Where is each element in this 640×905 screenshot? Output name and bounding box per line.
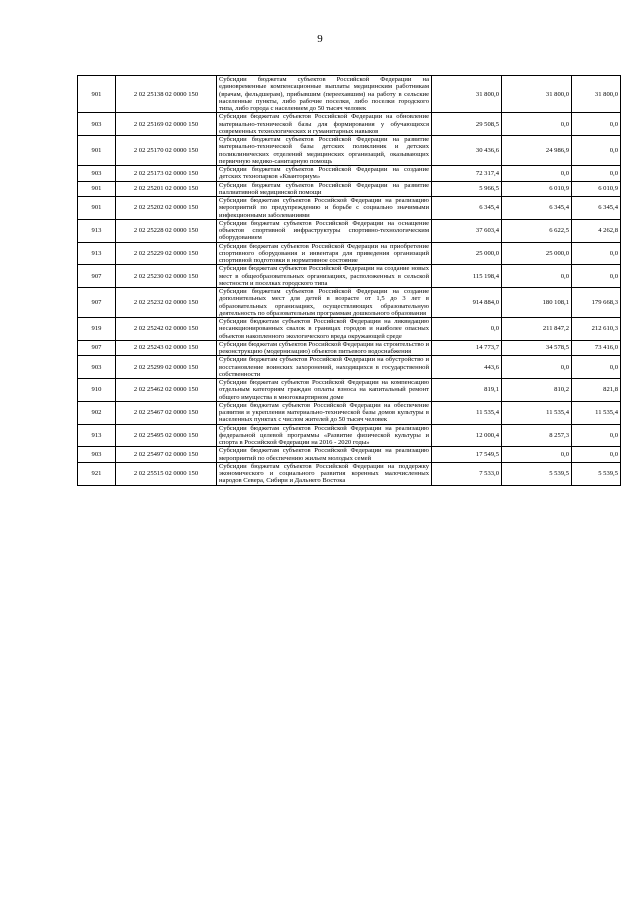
table-row [78,356,621,379]
table-body [78,76,621,486]
admin-code-cell: 913 [78,424,116,447]
amount-year-2-cell: 810,2 [502,379,572,402]
table-row [78,424,621,447]
amount-year-1-cell: 11 535,4 [432,401,502,424]
amount-year-3-cell: 73 416,0 [572,340,621,356]
amount-year-1-cell: 6 345,4 [432,197,502,220]
amount-year-1-cell: 115 198,4 [432,265,502,288]
amount-year-2-cell: 25 000,0 [502,242,572,265]
table-row [78,318,621,341]
amount-year-2-cell: 0,0 [502,166,572,182]
budget-revenue-table [77,75,621,486]
table-row [78,401,621,424]
amount-year-3-cell: 0,0 [572,136,621,166]
amount-year-1-cell: 29 508,5 [432,113,502,136]
revenue-name-cell: Субсидии бюджетам субъектов Российской Федерации на компенсацию отдельным категориям граждан оплаты взноса на капитальный ремонт общего имущества в многоквартирном доме [217,379,432,402]
amount-year-2-cell: 11 535,4 [502,401,572,424]
budget-code-cell: 2 02 25242 02 0000 150 [116,318,217,341]
revenue-name-cell: Субсидии бюджетам субъектов Российской Федерации на развитие материально-технической базы детских поликлиник и детских поликлинических отделений медицинских организаций, оказывающих первичную медико-санитарную помощь [217,136,432,166]
amount-year-2-cell: 8 257,3 [502,424,572,447]
revenue-name-cell: Субсидии бюджетам субъектов Российской Федерации на реализацию мероприятий по обеспечению жильем молодых семей [217,447,432,463]
revenue-name-cell: Субсидии бюджетам субъектов Российской Федерации на создание детских технопарков «Кванториум» [217,166,432,182]
budget-code-cell: 2 02 25170 02 0000 150 [116,136,217,166]
admin-code-cell: 907 [78,265,116,288]
amount-year-2-cell: 6 345,4 [502,197,572,220]
admin-code-cell: 919 [78,318,116,341]
amount-year-2-cell: 211 847,2 [502,318,572,341]
admin-code-cell: 901 [78,197,116,220]
amount-year-1-cell: 0,0 [432,318,502,341]
amount-year-2-cell: 0,0 [502,265,572,288]
amount-year-1-cell: 37 603,4 [432,219,502,242]
table-row [78,447,621,463]
amount-year-2-cell: 34 578,5 [502,340,572,356]
table-row [78,166,621,182]
page-number: 9 [317,33,323,45]
table-row [78,219,621,242]
table-row [78,462,621,485]
budget-code-cell: 2 02 25228 02 0000 150 [116,219,217,242]
admin-code-cell: 913 [78,242,116,265]
amount-year-3-cell: 6 010,9 [572,181,621,197]
budget-code-cell: 2 02 25515 02 0000 150 [116,462,217,485]
table-row [78,113,621,136]
budget-code-cell: 2 02 25467 02 0000 150 [116,401,217,424]
amount-year-1-cell: 7 533,0 [432,462,502,485]
revenue-name-cell: Субсидии бюджетам субъектов Российской Федерации на строительство и реконструкцию (модернизацию) объектов питьевого водоснабжения [217,340,432,356]
admin-code-cell: 921 [78,462,116,485]
budget-code-cell: 2 02 25462 02 0000 150 [116,379,217,402]
amount-year-2-cell: 6 010,9 [502,181,572,197]
amount-year-3-cell: 821,8 [572,379,621,402]
amount-year-1-cell: 17 549,5 [432,447,502,463]
admin-code-cell: 907 [78,340,116,356]
revenue-name-cell: Субсидии бюджетам субъектов Российской Федерации на обустройство и восстановление воинских захоронений, находящихся в государственной собственности [217,356,432,379]
revenue-name-cell: Субсидии бюджетам субъектов Российской Федерации на единовременные компенсационные выплаты медицинским работникам (врачам, фельдшерам), прибывшим (переехавшим) на работу в сельские населенные пункты, либо рабочие поселки, либо поселки городского типа, либо города с населением до 50 тысяч человек [217,76,432,113]
amount-year-3-cell: 0,0 [572,265,621,288]
revenue-name-cell: Субсидии бюджетам субъектов Российской Федерации на приобретение спортивного оборудования и инвентаря для приведения организаций спортивной подготовки в нормативное состояние [217,242,432,265]
amount-year-2-cell: 5 539,5 [502,462,572,485]
amount-year-2-cell: 0,0 [502,356,572,379]
budget-code-cell: 2 02 25229 02 0000 150 [116,242,217,265]
amount-year-3-cell: 11 535,4 [572,401,621,424]
budget-code-cell: 2 02 25232 02 0000 150 [116,288,217,318]
budget-code-cell: 2 02 25202 02 0000 150 [116,197,217,220]
revenue-name-cell: Субсидии бюджетам субъектов Российской Федерации на развитие паллиативной медицинской помощи [217,181,432,197]
amount-year-1-cell: 914 884,0 [432,288,502,318]
budget-code-cell: 2 02 25299 02 0000 150 [116,356,217,379]
admin-code-cell: 901 [78,181,116,197]
amount-year-1-cell: 12 000,4 [432,424,502,447]
amount-year-3-cell: 6 345,4 [572,197,621,220]
admin-code-cell: 903 [78,166,116,182]
amount-year-2-cell: 6 622,5 [502,219,572,242]
table-row [78,379,621,402]
budget-code-cell: 2 02 25243 02 0000 150 [116,340,217,356]
amount-year-1-cell: 5 966,5 [432,181,502,197]
revenue-name-cell: Субсидии бюджетам субъектов Российской Федерации на реализацию федеральной целевой программы «Развитие физической культуры и спорта в Российской Федерации на 2016 - 2020 годы» [217,424,432,447]
admin-code-cell: 903 [78,447,116,463]
amount-year-3-cell: 0,0 [572,113,621,136]
revenue-name-cell: Субсидии бюджетам субъектов Российской Федерации на оснащение объектов спортивной инфраструктуры спортивно-технологическим оборудованием [217,219,432,242]
budget-code-cell: 2 02 25169 02 0000 150 [116,113,217,136]
admin-code-cell: 902 [78,401,116,424]
admin-code-cell: 903 [78,356,116,379]
amount-year-1-cell: 443,6 [432,356,502,379]
amount-year-1-cell: 31 800,0 [432,76,502,113]
amount-year-3-cell: 5 539,5 [572,462,621,485]
amount-year-2-cell: 31 800,0 [502,76,572,113]
budget-code-cell: 2 02 25201 02 0000 150 [116,181,217,197]
revenue-name-cell: Субсидии бюджетам субъектов Российской Федерации на реализацию мероприятий по предупреждению и борьбе с социально значимыми инфекционными заболеваниями [217,197,432,220]
amount-year-2-cell: 24 986,9 [502,136,572,166]
budget-code-cell: 2 02 25138 02 0000 150 [116,76,217,113]
revenue-name-cell: Субсидии бюджетам субъектов Российской Федерации на поддержку экономического и социального развития коренных малочисленных народов Севера, Сибири и Дальнего Востока [217,462,432,485]
admin-code-cell: 913 [78,219,116,242]
amount-year-3-cell: 0,0 [572,242,621,265]
amount-year-2-cell: 180 108,1 [502,288,572,318]
revenue-name-cell: Субсидии бюджетам субъектов Российской Федерации на обновление материально-технической базы для формирования у обучающихся современных технологических и гуманитарных навыков [217,113,432,136]
amount-year-1-cell: 819,1 [432,379,502,402]
amount-year-3-cell: 0,0 [572,424,621,447]
amount-year-1-cell: 14 773,7 [432,340,502,356]
table-row [78,242,621,265]
amount-year-3-cell: 4 262,8 [572,219,621,242]
table-row [78,340,621,356]
table-row [78,181,621,197]
revenue-name-cell: Субсидии бюджетам субъектов Российской Федерации на создание новых мест в общеобразовательных организациях, расположенных в сельской местности и поселках городского типа [217,265,432,288]
amount-year-1-cell: 72 317,4 [432,166,502,182]
revenue-name-cell: Субсидии бюджетам субъектов Российской Федерации на обеспечение развития и укрепления материально-технической базы домов культуры в населенных пунктах с числом жителей до 50 тысяч человек [217,401,432,424]
amount-year-1-cell: 30 436,6 [432,136,502,166]
budget-code-cell: 2 02 25495 02 0000 150 [116,424,217,447]
admin-code-cell: 910 [78,379,116,402]
revenue-name-cell: Субсидии бюджетам субъектов Российской Федерации на создание дополнительных мест для детей в возрасте от 1,5 до 3 лет в образовательных организациях, осуществляющих образовательную деятельность по образовательным программам дошкольного образования [217,288,432,318]
table-row [78,76,621,113]
amount-year-2-cell: 0,0 [502,113,572,136]
budget-code-cell: 2 02 25173 02 0000 150 [116,166,217,182]
table-row [78,197,621,220]
amount-year-3-cell: 0,0 [572,356,621,379]
budget-code-cell: 2 02 25230 02 0000 150 [116,265,217,288]
amount-year-3-cell: 31 800,0 [572,76,621,113]
revenue-name-cell: Субсидии бюджетам субъектов Российской Федерации на ликвидацию несанкционированных свалок в границах городов и наиболее опасных объектов накопленного экологического вреда окружающей среде [217,318,432,341]
amount-year-3-cell: 179 668,3 [572,288,621,318]
admin-code-cell: 903 [78,113,116,136]
amount-year-3-cell: 0,0 [572,447,621,463]
table-row [78,288,621,318]
admin-code-cell: 907 [78,288,116,318]
admin-code-cell: 901 [78,136,116,166]
table-row [78,136,621,166]
amount-year-2-cell: 0,0 [502,447,572,463]
admin-code-cell: 901 [78,76,116,113]
amount-year-3-cell: 212 610,3 [572,318,621,341]
amount-year-1-cell: 25 000,0 [432,242,502,265]
budget-code-cell: 2 02 25497 02 0000 150 [116,447,217,463]
table-row [78,265,621,288]
amount-year-3-cell: 0,0 [572,166,621,182]
